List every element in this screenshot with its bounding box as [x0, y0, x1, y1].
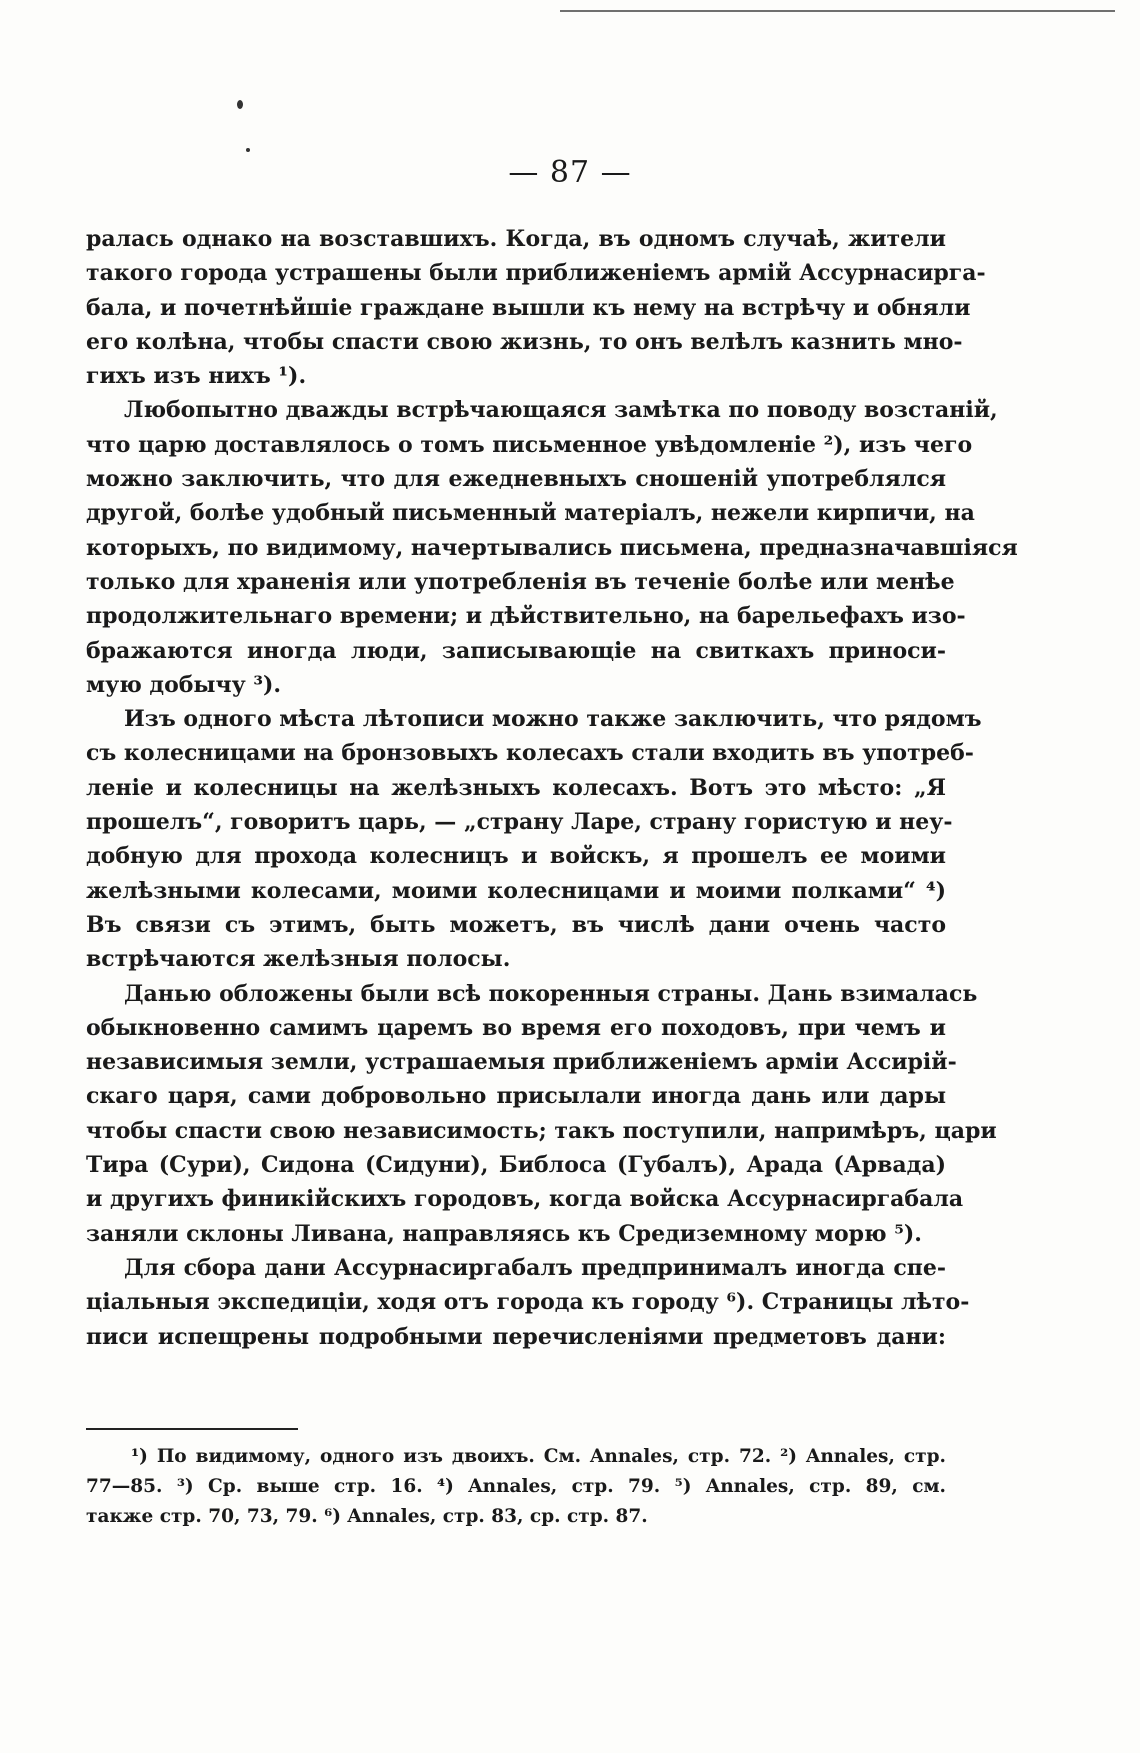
top-edge-rule [560, 10, 1115, 12]
text-line: бражаются иногда люди, записывающіе на свиткахъ приноси- [86, 637, 946, 664]
text-line: писи испещрены подробными перечисленіями предметовъ дани: [86, 1323, 946, 1350]
text-line: Въ связи съ этимъ, быть можетъ, въ числѣ дани очень часто [86, 911, 946, 938]
ink-speck [237, 100, 243, 109]
footnote-line: ¹) По видимому, одного изъ двоихъ. См. Annales, стр. 72. ²) Annales, стр. [131, 1446, 946, 1467]
text-line: такого города устрашены были приближеніемъ армій Ассурнасирга- [86, 260, 986, 287]
page-number: — 87 — [508, 155, 632, 190]
text-line: Для сбора дани Ассурнасиргабалъ предпринималъ иногда спе- [124, 1254, 946, 1281]
text-line: Данью обложены были всѣ покоренныя страны. Дань взималась [124, 980, 978, 1007]
text-line: другой, болѣе удобный письменный матеріалъ, нежели кирпичи, на [86, 500, 975, 527]
text-line: Изъ одного мѣста лѣтописи можно также заключить, что рядомъ [124, 706, 982, 733]
text-line: Тира (Сури), Сидона (Сидуни), Библоса (Губалъ), Арада (Арвада) [86, 1152, 946, 1179]
text-line: прошелъ“, говоритъ царь, — „страну Ларе, страну гористую и неу- [86, 809, 953, 836]
text-line: скаго царя, сами добровольно присылали иногда дань или дары [86, 1083, 946, 1110]
text-line: ціальныя экспедиціи, ходя отъ города къ городу ⁶). Страницы лѣто- [86, 1289, 970, 1316]
text-line: обыкновенно самимъ царемъ во время его походовъ, при чемъ и [86, 1014, 946, 1041]
footnotes [86, 1442, 946, 1532]
text-line: желѣзными колесами, моими колесницами и моими полками“ ⁴) [86, 877, 946, 904]
text-line: бала, и почетнѣйшіе граждане вышли къ нему на встрѣчу и обняли [86, 294, 971, 321]
text-line: независимыя земли, устрашаемыя приближеніемъ арміи Ассирій- [86, 1049, 957, 1076]
text-line: мую добычу ³). [86, 671, 282, 698]
ink-speck [246, 148, 250, 152]
text-line: встрѣчаются желѣзныя полосы. [86, 946, 511, 973]
text-line: съ колесницами на бронзовыхъ колесахъ стали входить въ употреб- [86, 740, 974, 767]
text-line: только для храненія или употребленія въ теченіе болѣе или менѣе [86, 568, 955, 595]
text-line: Любопытно дважды встрѣчающаяся замѣтка по поводу возстаній, [124, 397, 998, 424]
text-line: что царю доставлялось о томъ письменное увѣдомленіе ²), изъ чего [86, 431, 973, 458]
text-line: леніе и колесницы на желѣзныхъ колесахъ. Вотъ это мѣсто: „Я [86, 774, 946, 801]
text-line: добную для прохода колесницъ и войскъ, я прошелъ ее моими [86, 843, 946, 870]
footnote-line: также стр. 70, 73, 79. ⁶) Annales, стр. 83, ср. стр. 87. [86, 1506, 648, 1527]
text-line: можно заключить, что для ежедневныхъ сношеній употреблялся [86, 466, 946, 493]
text-line: которыхъ, по видимому, начертывались письмена, предназначавшіяся [86, 534, 1018, 561]
text-line: гихъ изъ нихъ ¹). [86, 363, 307, 390]
text-line: чтобы спасти свою независимость; такъ поступили, напримѣръ, цари [86, 1117, 997, 1144]
text-line: продолжительнаго времени; и дѣйствительно, на барельефахъ изо- [86, 603, 966, 630]
footnote-line: 77—85. ³) Ср. выше стр. 16. ⁴) Annales, стр. 79. ⁵) Annales, стр. 89, см. [86, 1476, 946, 1497]
text-line: заняли склоны Ливана, направляясь къ Средиземному морю ⁵). [86, 1220, 922, 1247]
text-line: ралась однако на возставшихъ. Когда, въ одномъ случаѣ, жители [86, 226, 946, 252]
text-line: его колѣна, чтобы спасти свою жизнь, то онъ велѣлъ казнить мно- [86, 328, 963, 355]
body-text [86, 222, 1018, 1354]
footnote-separator [86, 1428, 298, 1430]
text-line: и другихъ финикійскихъ городовъ, когда войска Ассурнасиргабала [86, 1186, 964, 1213]
